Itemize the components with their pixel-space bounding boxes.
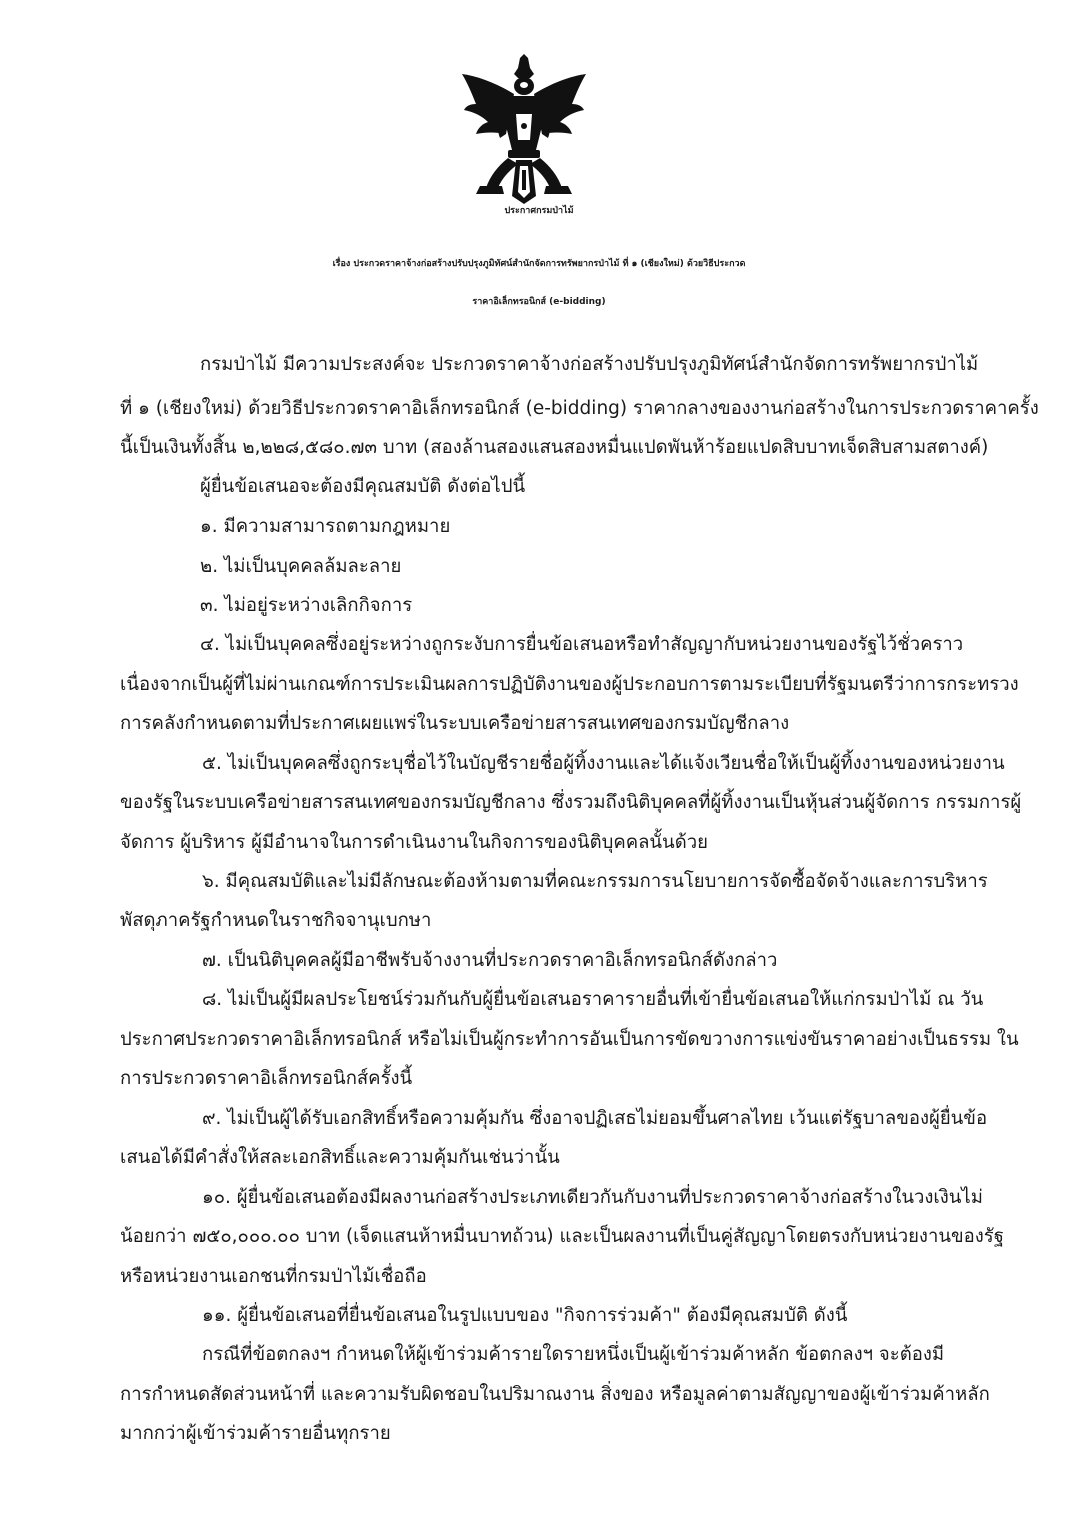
body-line: ผู้ยื่นข้อเสนอจะต้องมีคุณสมบัติ ดังต่อไปนี้ bbox=[200, 476, 526, 497]
body-line: มากกว่าผู้เข้าร่วมค้ารายอื่นทุกราย bbox=[120, 1423, 391, 1444]
body-line: กรมป่าไม้ มีความประสงค์จะ ประกวดราคาจ้างก่อสร้างปรับปรุงภูมิทัศน์สำนักจัดการทรัพยากรป่าไม้ bbox=[200, 354, 979, 375]
body-line: เนื่องจากเป็นผู้ที่ไม่ผ่านเกณฑ์การประเมินผลการปฏิบัติงานของผู้ประกอบการตามระเบียบที่รัฐมนตรีว่าการกระทรวง bbox=[120, 674, 1019, 695]
body-line: ของรัฐในระบบเครือข่ายสารสนเทศของกรมบัญชีกลาง ซึ่งรวมถึงนิติบุคคลที่ผู้ทิ้งงานเป็นหุ้นส่วนผู้จัดการ กรรมการผู้ bbox=[120, 792, 1022, 813]
list-item: ๗. เป็นนิติบุคคลผู้มีอาชีพรับจ้างงานที่ประกวดราคาอิเล็กทรอนิกส์ดังกล่าว bbox=[202, 950, 778, 971]
body-line: พัสดุภาครัฐกำหนดในราชกิจจานุเบกษา bbox=[120, 910, 432, 931]
body-line: น้อยกว่า ๗๕๐,๐๐๐.๐๐ บาท (เจ็ดแสนห้าหมื่นบาทถ้วน) และเป็นผลงานที่เป็นคู่สัญญาโดยตรงกับหน่วยงานของรัฐ bbox=[120, 1226, 1004, 1247]
body-line: กรณีที่ข้อตกลงฯ กำหนดให้ผู้เข้าร่วมค้ารายใดรายหนึ่งเป็นผู้เข้าร่วมค้าหลัก ข้อตกลงฯ จะต้องมี bbox=[202, 1344, 945, 1365]
list-item: ๙. ไม่เป็นผู้ได้รับเอกสิทธิ์หรือความคุ้มกัน ซึ่งอาจปฏิเสธไม่ยอมขึ้นศาลไทย เว้นแต่รัฐบาลของผู้ยื่นข้อ bbox=[202, 1108, 988, 1129]
body-line: หรือหน่วยงานเอกชนที่กรมป่าไม้เชื่อถือ bbox=[120, 1266, 427, 1287]
list-item: ๑๐. ผู้ยื่นข้อเสนอต้องมีผลงานก่อสร้างประเภทเดียวกันกับงานที่ประกวดราคาจ้างก่อสร้างในวงเงินไม่ bbox=[202, 1187, 983, 1208]
list-item: ๕. ไม่เป็นบุคคลซึ่งถูกระบุชื่อไว้ในบัญชีรายชื่อผู้ทิ้งงานและได้แจ้งเวียนชื่อให้เป็นผู้ทิ้งงานของหน่วยงาน bbox=[202, 753, 1005, 774]
announcement-title: ประกาศกรมป่าไม้ bbox=[504, 206, 574, 216]
list-item: ๔. ไม่เป็นบุคคลซึ่งอยู่ระหว่างถูกระงับการยื่นข้อเสนอหรือทำสัญญากับหน่วยงานของรัฐไว้ชั่วคราว bbox=[200, 634, 964, 655]
body-line: จัดการ ผู้บริหาร ผู้มีอำนาจในการดำเนินงานในกิจการของนิติบุคคลนั้นด้วย bbox=[120, 832, 708, 853]
body-line: การคลังกำหนดตามที่ประกาศเผยแพร่ในระบบเครือข่ายสารสนเทศของกรมบัญชีกลาง bbox=[120, 713, 790, 734]
body-line: การกำหนดสัดส่วนหน้าที่ และความรับผิดชอบในปริมาณงาน สิ่งของ หรือมูลค่าตามสัญญาของผู้เข้าร่วมค้าหลัก bbox=[120, 1384, 990, 1405]
body-line: การประกวดราคาอิเล็กทรอนิกส์ครั้งนี้ bbox=[120, 1068, 413, 1089]
list-item: ๘. ไม่เป็นผู้มีผลประโยชน์ร่วมกันกับผู้ยื่นข้อเสนอราคารายอื่นที่เข้ายื่นข้อเสนอให้แก่กรมป่าไม้ ณ วัน bbox=[202, 989, 984, 1010]
body-line: เสนอได้มีคำสั่งให้สละเอกสิทธิ์และความคุ้มกันเช่นว่านั้น bbox=[120, 1147, 560, 1168]
list-item: ๖. มีคุณสมบัติและไม่มีลักษณะต้องห้ามตามที่คณะกรรมการนโยบายการจัดซื้อจัดจ้างและการบริหาร bbox=[202, 871, 988, 892]
list-item: ๓. ไม่อยู่ระหว่างเลิกกิจการ bbox=[200, 595, 413, 616]
body-line: นี้เป็นเงินทั้งสิ้น ๒,๒๒๘,๕๘๐.๗๓ บาท (สองล้านสองแสนสองหมื่นแปดพันห้าร้อยแปดสิบบาทเจ็ดสิบสามสตางค์) bbox=[120, 437, 989, 458]
body-line: ที่ ๑ (เชียงใหม่) ด้วยวิธีประกวดราคาอิเล็กทรอนิกส์ (e-bidding) ราคากลางของงานก่อสร้างในการประกวดราคาครั้ง bbox=[120, 398, 1039, 419]
subject-line-1: เรื่อง ประกวดราคาจ้างก่อสร้างปรับปรุงภูมิทัศน์สำนักจัดการทรัพยากรป่าไม้ ที่ ๑ (เชียงใหม่) ด้วยวิธีประกวด bbox=[332, 259, 746, 269]
body-line: ประกาศประกวดราคาอิเล็กทรอนิกส์ หรือไม่เป็นผู้กระทำการอันเป็นการขัดขวางการแข่งขันราคาอย่างเป็นธรรม ใน bbox=[120, 1029, 1019, 1050]
list-item: ๑๑. ผู้ยื่นข้อเสนอที่ยื่นข้อเสนอในรูปแบบของ "กิจการร่วมค้า" ต้องมีคุณสมบัติ ดังนี้ bbox=[202, 1305, 848, 1326]
list-item: ๒. ไม่เป็นบุคคลล้มละลาย bbox=[200, 556, 402, 577]
list-item: ๑. มีความสามารถตามกฎหมาย bbox=[200, 516, 451, 537]
garuda-emblem-icon bbox=[458, 54, 590, 204]
subject-line-2: ราคาอิเล็กทรอนิกส์ (e-bidding) bbox=[472, 297, 606, 307]
